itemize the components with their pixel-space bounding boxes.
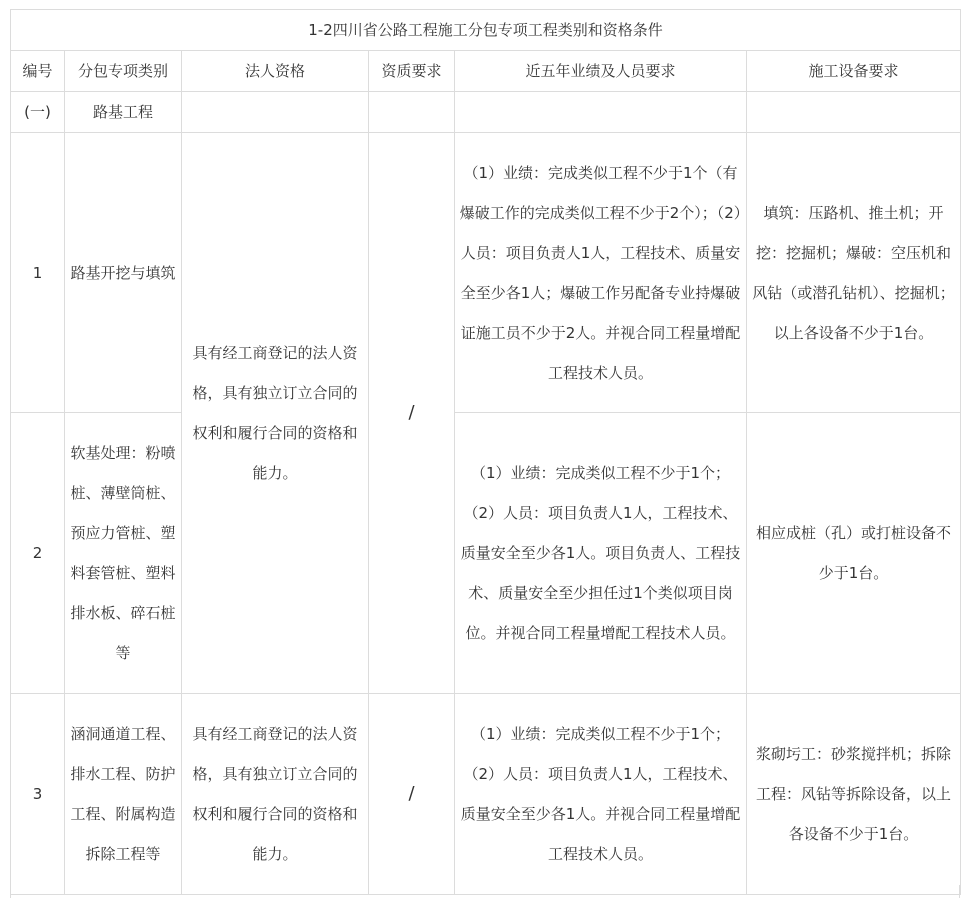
- table-row: [11, 413, 961, 694]
- row-performance-text: （1）业绩：完成类似工程不少于1个；（2）人员：项目负责人1人，工程技术、质量安全至少各1人。并视合同工程量增配工程技术人员。: [460, 725, 741, 863]
- table-row: [11, 133, 961, 413]
- header-legal: 法人资格: [182, 51, 369, 92]
- header-qualification: 资质要求: [369, 51, 455, 92]
- qualification-table: [10, 9, 961, 895]
- section-empty-2: [369, 92, 455, 133]
- row-performance-text: （1）业绩：完成类似工程不少于1个（有爆破工作的完成类似工程不少于2个）；（2）人员：项目负责人1人，工程技术、质量安全至少各1人；爆破工作另配备专业持爆破证施工员不少于2人。并视合同工程量增配工程技术人员。: [459, 163, 742, 382]
- row-performance: [455, 694, 747, 895]
- row-category: [65, 413, 182, 694]
- row-category-text: 涵洞通道工程、排水工程、防护工程、附属构造拆除工程等: [70, 725, 176, 863]
- row-category: [65, 133, 182, 413]
- row-category-text: 软基处理：粉喷桩、薄壁筒桩、预应力管桩、塑料套管桩、塑料排水板、碎石桩等: [70, 444, 176, 662]
- row-equipment-text: 浆砌圬工：砂浆搅拌机；拆除工程：风钻等拆除设备，以上各设备不少于1台。: [756, 745, 952, 843]
- row-number: 1: [11, 133, 65, 413]
- table-title-text: 1-2四川省公路工程施工分包专项工程类别和资格条件: [308, 21, 663, 39]
- row-performance: [455, 413, 747, 694]
- row-equipment: [747, 413, 961, 694]
- header-number: 编号: [11, 51, 65, 92]
- row-number: 3: [11, 694, 65, 895]
- table-continuation: [10, 885, 960, 898]
- legal-qualification-merged: [182, 133, 369, 694]
- section-empty-1: [182, 92, 369, 133]
- section-empty-4: [747, 92, 961, 133]
- row-category: [65, 694, 182, 895]
- table-title-row: [11, 10, 961, 51]
- table-row: [11, 694, 961, 895]
- row-equipment: [747, 133, 961, 413]
- section-row: [11, 92, 961, 133]
- row-performance: [455, 133, 747, 413]
- header-category: 分包专项类别: [65, 51, 182, 92]
- qualification-merged: /: [369, 133, 455, 694]
- row-legal-text: 具有经工商登记的法人资格，具有独立订立合同的权利和履行合同的资格和能力。: [192, 725, 358, 863]
- row-number: 2: [11, 413, 65, 694]
- row-legal: [182, 694, 369, 895]
- legal-qualification-text: 具有经工商登记的法人资格，具有独立订立合同的权利和履行合同的资格和能力。: [192, 344, 358, 482]
- header-performance: 近五年业绩及人员要求: [455, 51, 747, 92]
- row-equipment-text: 相应成桩（孔）或打桩设备不少于1台。: [756, 524, 952, 582]
- row-equipment-text: 填筑：压路机、推土机；开挖：挖掘机；爆破：空压机和风钻（或潜孔钻机）、挖掘机；以上各设备不少于1台。: [752, 203, 955, 342]
- header-equipment: 施工设备要求: [747, 51, 961, 92]
- row-performance-text: （1）业绩：完成类似工程不少于1个；（2）人员：项目负责人1人，工程技术、质量安全至少各1人。项目负责人、工程技术、质量安全至少担任过1个类似项目岗位。并视合同工程量增配工程技术人员。: [460, 464, 741, 642]
- row-category-text: 路基开挖与填筑: [70, 263, 176, 282]
- section-category: 路基工程: [65, 92, 182, 133]
- row-qualification: /: [369, 694, 455, 895]
- section-empty-3: [455, 92, 747, 133]
- table-title: [11, 10, 961, 51]
- row-equipment: [747, 694, 961, 895]
- section-number: (一): [11, 92, 65, 133]
- table-header-row: [11, 51, 961, 92]
